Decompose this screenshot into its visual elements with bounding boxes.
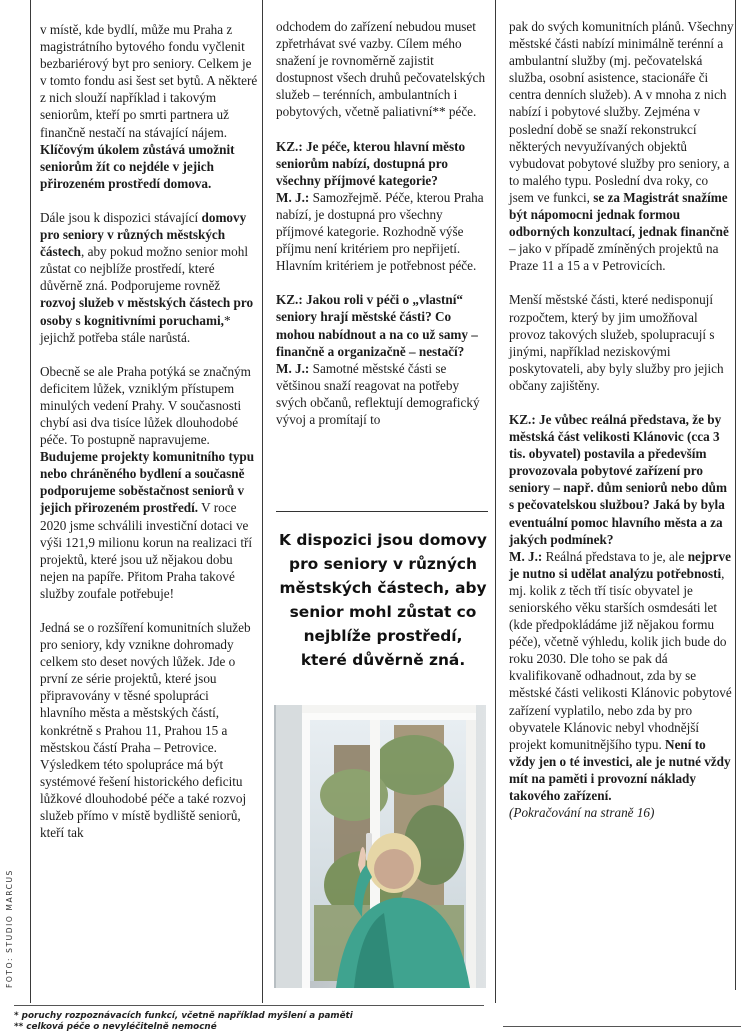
paragraph: pak do svých komunitních plánů. Všechny městské části nabízí minimálně terénní a ambulantní služby (mj. pečovatelská služba, osobní asistence, stacionáře či centra denních služeb). A v mnoha z nich nabízí i pobytové služby. Zejména v poslední době se snaží rekonstrukcí některých nevyužívaných objektů vybudovat pobytové služby pro seniory, a to malého typu. Poslední dva roky, co jsem ve funkci, se za Magistrát snažíme být nápomocni jednak formou odborných konzultací, jednak finančně – jako v případě zmíněných projektů na Praze 11 a 15 a v Petrovicích. (509, 19, 734, 274)
pullquote-rule (276, 511, 488, 512)
paragraph: Obecně se ale Praha potýká se značným deficitem lůžek, vzniklým přístupem minulých vedení Prahy. V současnosti chybí asi dva tisíce lůžek dlouhodobé péče. To postupně napravujeme. Budujeme projekty komunitního typu nebo chráněného bydlení a současně podporujeme soběstačnost seniorů v jejich přirozeném prostředí. V roce 2020 jsme schválili investiční dotaci ve výši 121,9 milionu korun na realizaci tří projektů, které jsou už nějakou dobu nejen na papíře. Přitom Praha takové služby zoufale potřebuje! (40, 363, 255, 601)
column-rule-left (30, 0, 31, 1003)
article-column-1 (40, 21, 258, 858)
continuation-note: (Pokračování na straně 16) (509, 805, 655, 821)
interview-question: KZ.: Jakou roli v péči o „vlastní“ seniory hrají městské části? Co mohou nabídnout a na co už samy – finančně a organizačně – nestačí? M. J.: Samotné městské části se většinou snaží reagovat na potřeby svých občanů, reflektují demografický vývoj a promítají to (276, 292, 480, 427)
paragraph: odchodem do zařízení nebudou muset zpřetrhávat své vazby. Cílem mého snažení je rovnoměrně zajistit dostupnost všech druhů pečovatelských služeb – terénních, ambulantních i pobytových, včetně paliativní** péče. (276, 19, 486, 120)
photo-credit: FOTO: STUDIO MARCUS (5, 869, 14, 988)
paragraph: Dále jsou k dispozici stávající domovy pro seniory v různých městských částech, aby pokud možno senior mohl zůstat co nejblíže prostředí, které důvěrně zná. Podporujeme rovněž rozvoj služeb v městských částech pro osoby s kognitivními poruchami,* jejichž potřeba stále narůstá. (40, 209, 254, 345)
photo-illustration (274, 705, 486, 988)
footnote-1: * poruchy rozpoznávacích funkcí, včetně například myšlení a paměti (14, 1011, 353, 1021)
paragraph: v místě, kde bydlí, může mu Praha z magistrátního bytového fondu vyčlenit bezbariérový byt pro seniory. Celkem je v tomto fondu asi šest set bytů. A některé z nich slouží například i takovým seniorům, kteří po smrti partnera už finančně nestačí na stávající nájem. Klíčovým úkolem zůstává umožnit seniorům žít co nejdéle v jejich přirozeném prostředí domova. (40, 22, 258, 191)
footnote-2: ** celková péče o nevyléčitelně nemocné (14, 1022, 217, 1032)
interview-question: KZ.: Je péče, kterou hlavní město seniorům nabízí, dostupná pro všechny příjmové kategorie? M. J.: Samozřejmě. Péče, kterou Praha nabízí, je dostupná pro všechny příjmové kategorie. Rozhodně výše příjmu není kritériem pro nepřijetí. Hlavním kritériem je potřebnost péče. (276, 138, 484, 274)
column-rule-middle-left (262, 0, 263, 1003)
column-rule-right (735, 0, 736, 990)
footnote-rule-right (503, 1026, 741, 1027)
article-column-3 (509, 18, 735, 821)
paragraph: Jedná se o rozšíření komunitních služeb pro seniory, kdy vznikne dohromady celkem sto deset nových lůžek. Jde o první ze série projektů, které jsou připravovány v těsné spolupráci hlavního města a městských částí, konkrétně s Prahou 11, Prahou 15 a městskou částí Praha – Petrovice. Výsledkem této spolupráce má být systémové řešení historického deficitu lůžkové dlouhodobé péče a také rozvoj služeb přímo v místě bydliště seniorů, kteří tak (40, 620, 251, 841)
footnotes (14, 1011, 353, 1033)
footnote-rule (14, 1005, 484, 1006)
column-rule-middle-right (495, 0, 496, 1003)
pullquote: K dispozici jsou domovy pro seniory v různých městských částech, aby senior mohl zůstat co nejblíže prostředí, které důvěrně zná. (279, 531, 487, 669)
interview-question: KZ.: Je vůbec reálná představa, že by městská část velikosti Klánovic (cca 3 tis. obyvatel) postavila a především provozovala pobytové zařízení pro seniory – např. dům seniorů nebo dům s pečovatelskou službou? Jaká by byla eventuální pomoc hlavního města a za jakých podmínek? M. J.: Reálná představa to je, ale nejprve je nutno si udělat analýzu potřebnosti, mj. kolik z těch tří tisíc obyvatel je seniorského věku starších osmdesáti let (kde předpokládáme již nějakou formu péče), včetně výhledu, kolik jich bude do roku 2030. Dle toho se pak dá kvalifikovaně odhadnout, zda by se městské části velikosti Klánovic pobytové zařízení vyplatilo, nebo zda by pro obyvatele Klánovic nebyl vhodnější projekt komunitnějšího typu. Není to vždy jen o té investici, ale je nutné vždy mít na paměti i provozní náklady takového zařízení. (Pokračování na straně 16) (509, 411, 732, 821)
paragraph: Menší městské části, které nedisponují rozpočtem, který by jim umožňoval provoz takových služeb, spolupracují s jinými, například neziskovými poskytovateli, aby byly služby pro jejich občany zajištěny. (509, 292, 724, 393)
article-column-2 (276, 18, 490, 445)
photo-senior-at-window (274, 705, 486, 988)
